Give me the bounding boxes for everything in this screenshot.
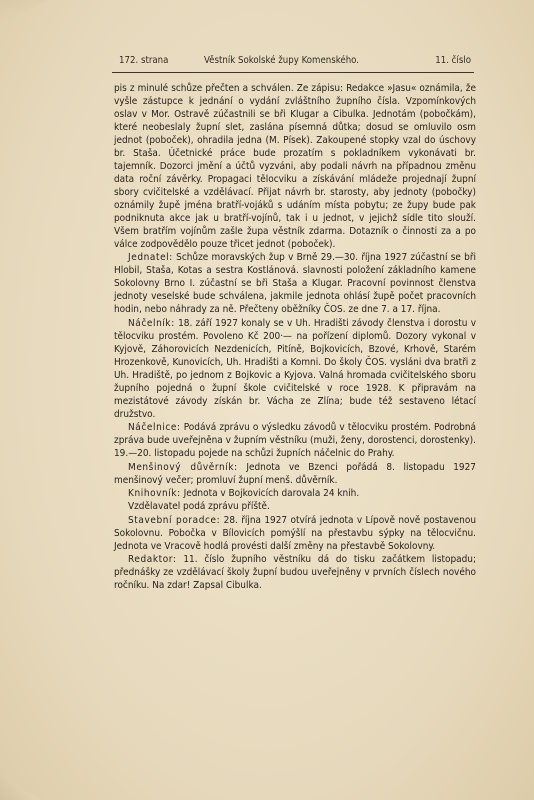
paragraph-head: Stavební poradce:	[128, 514, 221, 526]
paragraph-head: Menšinový důvěrník:	[128, 461, 238, 473]
paragraph-text: 28. října 1927 otvírá jednota v Lípově nově postavenou Sokolovnu. Pobočka v Bílovicích pomýšlí na přestavbu sýpky na tělocvičnu. Jednota ve Vracově hodlá provésti další změny na přestavbě Sokolovny.	[114, 514, 476, 552]
paragraph-head: Knihovník:	[128, 487, 181, 499]
paragraph-text: 11. číslo župního věstníku dá do tisku začátkem listopadu; přednášky ze vzdělávací školy župní budou uveřejněny v prvních číslech nového ročníku. Na zdar! Zapsal Cibulka.	[114, 554, 476, 592]
paragraph-text: Jednota ve Bzenci pořádá 8. listopadu 1927 menšinový večer; promluví župní menš. důvěrník.	[114, 461, 476, 486]
paragraph-head: Jednatel:	[128, 252, 173, 264]
journal-title: Věstník Sokolské župy Komenského.	[204, 55, 360, 66]
paragraph-head: Náčelnice:	[128, 422, 181, 434]
page-number: 172. strana	[119, 55, 169, 66]
paragraph-text: Schůze moravských žup v Brně 29.—30. října 1927 zúčastní se bři Hlobil, Staša, Kotas a sestra Kostlánová. slavnosti položení základního kamene Sokolovny Brno I. zúčastní se bři Staša a Klugar. Pracovní povinnost členstva jednoty veselské bude schválena, jakmile jednota ohlásí župě počet pracovních hodin, nebo náhrady za ně. Přečteny oběžníky ČOS. ze dne 7. a 17. října.	[114, 252, 476, 316]
paragraph-vzdelavatel	[114, 500, 476, 513]
running-header	[112, 53, 474, 71]
paragraph-text: Podává zprávu o výsledku závodů v tělocviku prostém. Podrobná zpráva bude uveřejněna v župním věstníku (muži, ženy, dorostenci, dorostenky). 19.—20. listopadu pojede na schůzi župních náčelnic do Prahy.	[114, 422, 476, 460]
paragraph-redaktor	[114, 553, 476, 592]
paragraph-text: 18. září 1927 konaly se v Uh. Hradišti závody členstva i dorostu v tělocviku prostém. Povoleno Kč 200·— na pořízení diplomů. Dozory vykonal v Kyjově, Záhorovicích Nezdenicích, Pitíně, Bojkovicích, Bzové, Krhově, Starém Hrozenkově, Kunovicích, Uh. Hradišti a Komni. Do školy ČOS. vysláni dva bratři z Uh. Hradiště, po jednom z Bojkovic a Kyjova. Valná hromada cvičitelského sboru župního pojedná o župní škole cvičitelské v roce 1928. K připravám na mezistátové závody získán br. Vácha ze Zlína; bude též sestaveno létací družstvo.	[114, 317, 476, 420]
paragraph-nacelnik	[114, 317, 476, 421]
paragraph-mensinovy	[114, 461, 476, 487]
paragraph-head: Redaktor:	[128, 554, 177, 566]
paper-corner	[0, 760, 40, 800]
paragraph-text: Jednota v Bojkovicích darovala 24 knih.	[180, 487, 360, 499]
paragraph-text: pis z minulé schůze přečten a schválen. Ze zápisu: Redakce »Jasu« oznámila, že vyšle zástupce k jednání o vydání zvláštního župního čísla. Vzpomínkových oslav v Mor. Ostravě zúčastnili se bři Klugar a Cibulka. Jednotám (pobočkám), které neobeslaly župní slet, zaslána písemná důtka; dosud se omluvilo osm jednot (poboček), ohradila jedna (M. Písek). Zakoupené stopky vzal do úschovy br. Staša. Účetnické práce bude prozatím s pokladníkem vykonávati br. tajemník. Dozorci jmění a účtů vyzváni, aby podali návrh na případnou změnu data roční závěrky. Propagaci tělocviku a získávání mládeže projednají župní sbory cvičitelské a vzdělávací. Přijat návrh br. starosty, aby jednoty (pobočky) oznámily župě jména bratří-vojáků s udáním místa pobytu; ze župy bude pak podniknuta akce jak u bratří-vojínů, tak i u jednot, v jejichž sídle tito slouží. Všem bratřím vojínům zašle župa věstník zdarma. Dotazník o činnosti za a po válce zodpovědělo pouze třicet jednot (poboček).	[114, 83, 476, 250]
paragraph-nacelnice	[114, 421, 476, 460]
header-rule	[112, 72, 474, 73]
paragraph-text: Vzdělavatel podá zprávu příště.	[128, 501, 270, 513]
paragraph-head: Náčelník:	[128, 317, 175, 329]
paragraph-stavebni	[114, 514, 476, 553]
paragraph-minutes	[114, 82, 476, 251]
issue-number: 11. číslo	[435, 55, 471, 66]
article-body	[114, 82, 476, 593]
paper-fold	[0, 0, 48, 24]
paragraph-knihovnik	[114, 487, 476, 500]
paragraph-jednatel	[114, 251, 476, 316]
